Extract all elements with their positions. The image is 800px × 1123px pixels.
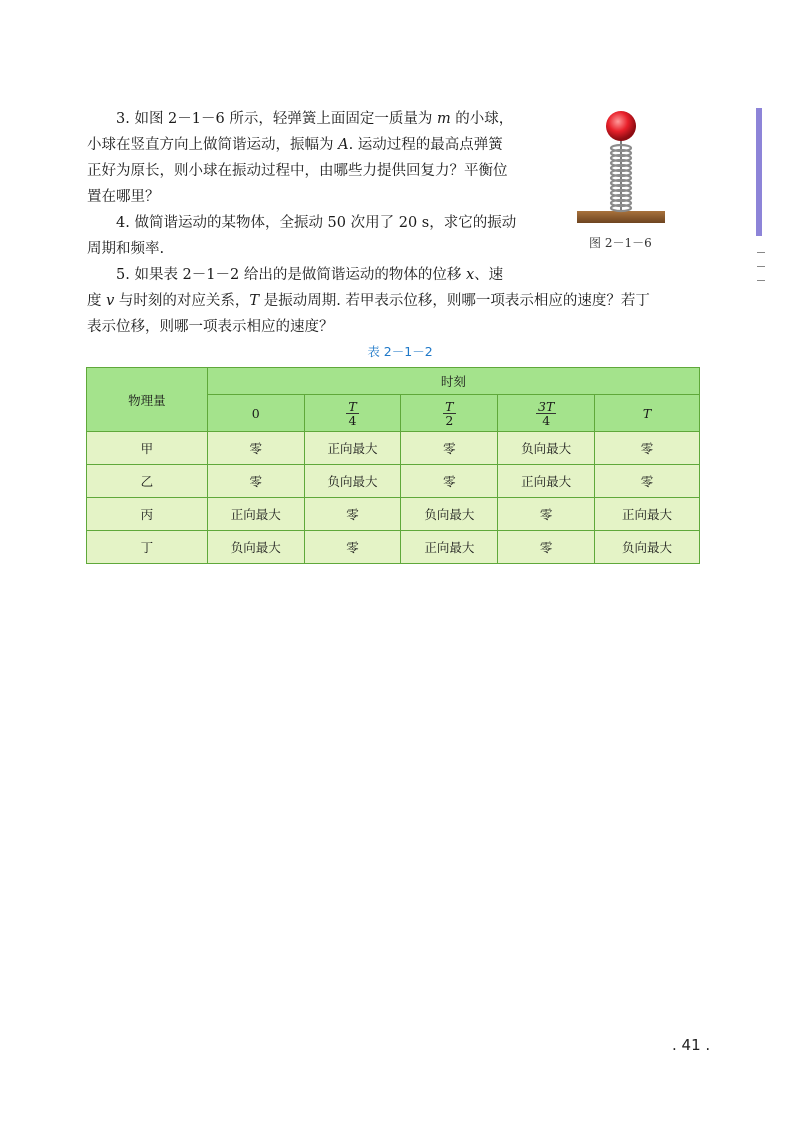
- table-row: [87, 531, 700, 564]
- q4-text-1: 4. 做简谐运动的某物体，全振动 50 次用了 20 s，求它的振动: [116, 215, 517, 231]
- row-header-cell: 物理量: [87, 368, 208, 432]
- base-plate: [577, 211, 665, 223]
- side-tick: [757, 280, 765, 281]
- table-cell: 零: [595, 465, 700, 498]
- time-col-4-label: T: [642, 405, 652, 421]
- time-col-2: [401, 395, 498, 432]
- table-cell: 零: [401, 432, 498, 465]
- q3-text-1-end: 的小球，: [450, 111, 514, 127]
- fraction-t-over-2: $\frac{T}{2}$: [445, 398, 454, 428]
- q5-var-t: T: [249, 293, 260, 309]
- time-header-cell: 时刻: [207, 368, 699, 395]
- time-col-4: [595, 395, 700, 432]
- figure-caption: 图 2－1－6: [589, 236, 652, 250]
- page-number: . 41 .: [672, 1036, 711, 1054]
- table-cell: 零: [207, 465, 304, 498]
- time-col-3: [498, 395, 595, 432]
- q5-text-3: 表示位移，则哪一项表示相应的速度？: [87, 319, 334, 335]
- time-col-0-label: 0: [251, 405, 260, 421]
- row-label: 甲: [87, 432, 208, 465]
- table-caption: 表 2－1－2: [367, 344, 433, 359]
- table-cell: 负向最大: [207, 531, 304, 564]
- q3-text-4: 置在哪里？: [87, 189, 160, 205]
- question-4: [87, 210, 557, 262]
- table-cell: 零: [401, 465, 498, 498]
- table-cell: 正向最大: [595, 498, 700, 531]
- side-tick: [757, 266, 765, 267]
- row-label: 丙: [87, 498, 208, 531]
- q5-text-2b: 与时刻的对应关系，: [114, 293, 250, 309]
- chapter-side-tab: [756, 108, 762, 236]
- ball: [606, 111, 636, 141]
- table-cell: 负向最大: [595, 531, 700, 564]
- side-tick: [757, 252, 765, 253]
- q5-var-v: v: [106, 293, 115, 309]
- table-cell: 零: [595, 432, 700, 465]
- q3-text-1: 3. 如图 2－1－6 所示，轻弹簧上面固定一质量为: [116, 111, 437, 127]
- time-col-0: [207, 395, 304, 432]
- q3-text-3: 正好为原长，则小球在振动过程中，由哪些力提供回复力？平衡位: [87, 163, 508, 179]
- row-label: 乙: [87, 465, 208, 498]
- table-cell: 零: [498, 498, 595, 531]
- question-3: [87, 106, 557, 210]
- table-cell: 正向最大: [304, 432, 401, 465]
- fraction-3t-over-4: $\frac{3T}{4}$: [538, 398, 555, 428]
- table-cell: 负向最大: [401, 498, 498, 531]
- table-cell: 正向最大: [498, 465, 595, 498]
- table-cell: 零: [207, 432, 304, 465]
- q3-var-a: A: [338, 137, 349, 153]
- table-row: [87, 432, 700, 465]
- q5-text-1b: 、速: [474, 267, 504, 283]
- table-row: [87, 465, 700, 498]
- row-label: 丁: [87, 531, 208, 564]
- table-cell: 零: [304, 498, 401, 531]
- question-5: [87, 262, 707, 340]
- table-cell: 负向最大: [498, 432, 595, 465]
- spring-ball-figure: [575, 100, 675, 225]
- table-cell: 零: [498, 531, 595, 564]
- table-cell: 零: [304, 531, 401, 564]
- table-cell: 正向最大: [401, 531, 498, 564]
- q4-text-2: 周期和频率.: [87, 241, 165, 257]
- q3-text-2-end: . 运动过程的最高点弹簧: [348, 137, 503, 153]
- fraction-t-over-4: $\frac{T}{4}$: [348, 398, 357, 428]
- q3-var-m: m: [436, 111, 451, 127]
- displacement-velocity-table: [86, 367, 700, 564]
- time-col-1: [304, 395, 401, 432]
- q5-text-2a: 度: [87, 293, 107, 309]
- q5-text-1a: 5. 如果表 2－1－2 给出的是做简谐运动的物体的位移: [116, 267, 466, 283]
- q3-text-2: 小球在竖直方向上做简谐运动，振幅为: [87, 137, 339, 153]
- table-cell: 负向最大: [304, 465, 401, 498]
- q5-var-x: x: [465, 267, 475, 283]
- table-cell: 正向最大: [207, 498, 304, 531]
- q5-text-2c: 是振动周期. 若甲表示位移，则哪一项表示相应的速度？若丁: [259, 293, 650, 309]
- table-row: [87, 498, 700, 531]
